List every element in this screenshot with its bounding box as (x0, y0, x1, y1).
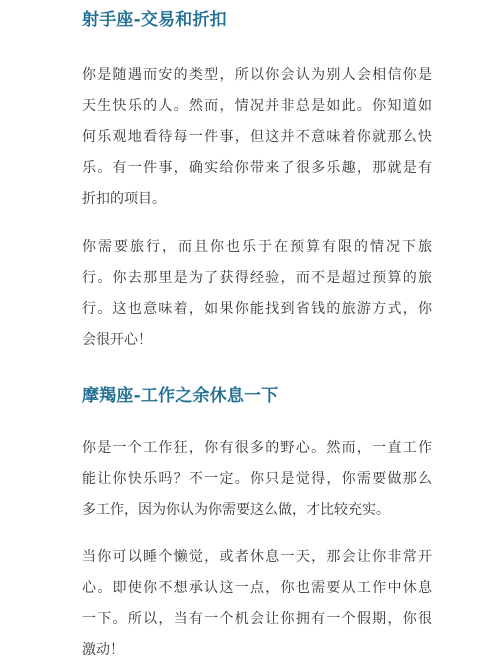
paragraph-line: 会很开心！ (82, 332, 152, 348)
paragraph-capricorn-rest (82, 542, 432, 666)
paragraph-capricorn-work (82, 433, 432, 526)
paragraph-sagittarius-intro (82, 60, 432, 215)
paragraph-line: 天生快乐的人。然而，情况并非总是如此。你知道如 (82, 98, 432, 114)
paragraph-line: 心。即使你不想承认这一点，你也需要从工作中休息 (82, 580, 432, 596)
paragraph-line: 你需要旅行，而且你也乐于在预算有限的情况下旅 (82, 239, 432, 255)
section-heading-sagittarius: 射手座-交易和折扣 (82, 10, 227, 30)
paragraph-line: 能让你快乐吗？不一定。你只是觉得，你需要做那么 (82, 471, 432, 487)
paragraph-line: 多工作，因为你认为你需要这么做，才比较充实。 (82, 502, 390, 518)
paragraph-line: 当你可以睡个懒觉，或者休息一天，那会让你非常开 (82, 549, 432, 565)
paragraph-line: 行。这也意味着，如果你能找到省钱的旅游方式，你 (82, 301, 432, 317)
paragraph-line: 何乐观地看待每一件事，但这并不意味着你就那么快 (82, 129, 432, 145)
paragraph-sagittarius-travel (82, 232, 432, 356)
section-heading-capricorn: 摩羯座-工作之余休息一下 (82, 386, 279, 406)
paragraph-line: 乐。有一件事，确实给你带来了很多乐趣，那就是有 (82, 160, 432, 176)
paragraph-line: 折扣的项目。 (82, 191, 166, 207)
paragraph-line: 一下。所以，当有一个机会让你拥有一个假期，你很 (82, 611, 432, 627)
paragraph-line: 行。你去那里是为了获得经验，而不是超过预算的旅 (82, 270, 432, 286)
paragraph-line: 激动！ (82, 642, 124, 658)
paragraph-line: 你是随遇而安的类型，所以你会认为别人会相信你是 (82, 67, 432, 83)
paragraph-line: 你是一个工作狂，你有很多的野心。然而，一直工作 (82, 440, 432, 456)
